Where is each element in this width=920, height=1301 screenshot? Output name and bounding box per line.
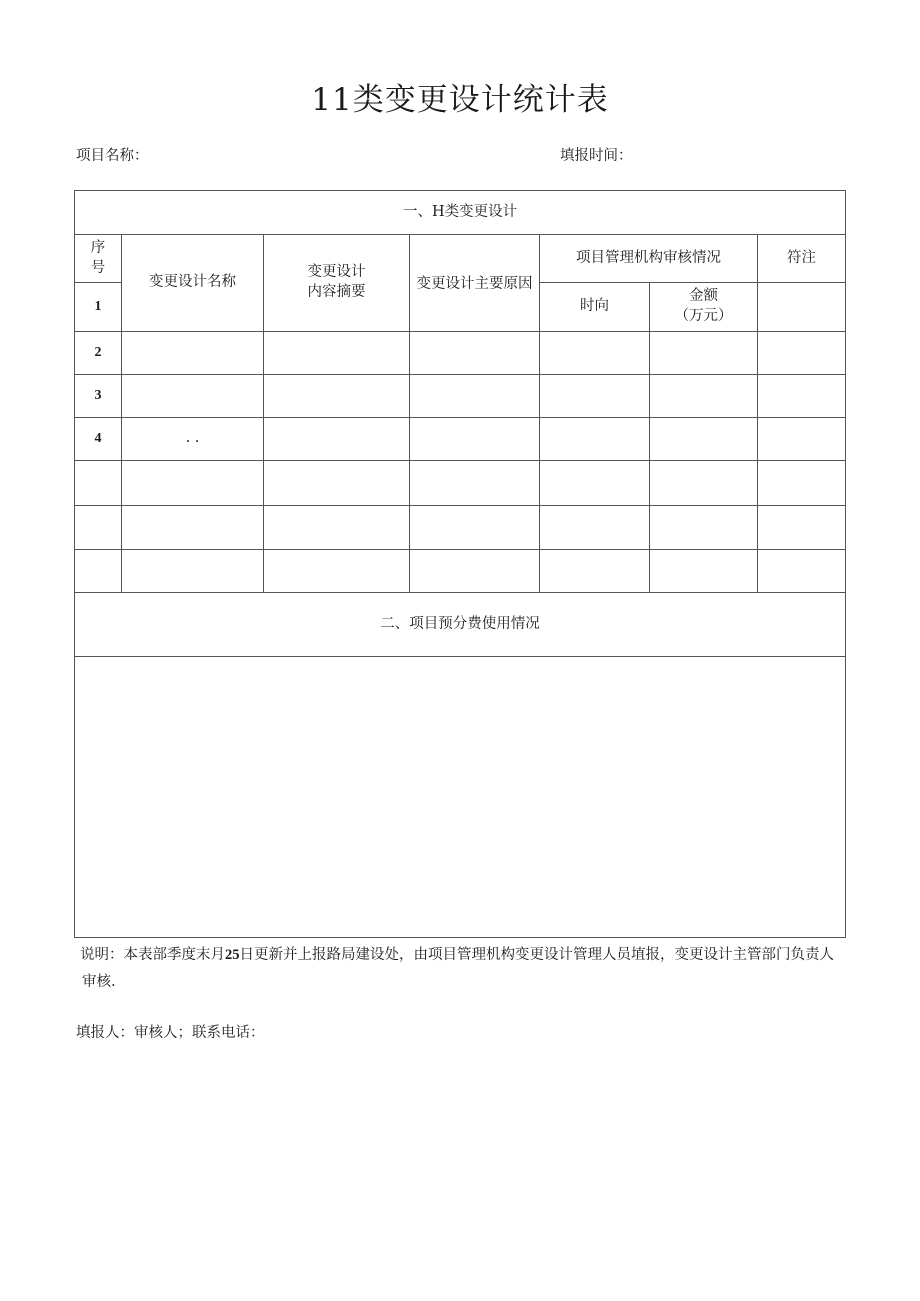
row-summary [264, 461, 410, 506]
document-title: 11类变更设计统计表 [311, 82, 609, 118]
row-time [540, 461, 650, 506]
row-reason [410, 418, 540, 461]
section2-title: 二、项目预分费使用情况 [75, 593, 846, 657]
row-name [122, 332, 264, 375]
row-reason [410, 550, 540, 593]
row-time [540, 506, 650, 550]
header-main-reason: 变更设计主要原因 [410, 235, 540, 332]
row-summary [264, 418, 410, 461]
row-reason [410, 461, 540, 506]
section1-title: 一、H类变更设计 [75, 191, 846, 235]
row-name [122, 550, 264, 593]
note-day: 25 [225, 947, 240, 963]
note-suffix: 日更新并上报路局建设处，由项目管理机构变更设计管理人员埴报，变更设计主管部门负责人审核. [82, 947, 834, 990]
row-remarks [758, 375, 846, 418]
row-seq: 4 [75, 418, 122, 461]
row-remarks [758, 506, 846, 550]
row-seq [75, 550, 122, 593]
table-row [75, 550, 846, 593]
row-time [540, 418, 650, 461]
row-amount [650, 506, 758, 550]
row-1-seq: 1 [75, 283, 122, 332]
header-remarks: 符注 [758, 235, 846, 283]
row-seq: 3 [75, 375, 122, 418]
header-amount-line1: 金额 [689, 288, 718, 305]
explanation-note [82, 942, 847, 996]
row-name [122, 375, 264, 418]
row-remarks [758, 418, 846, 461]
table-row [75, 332, 846, 375]
header-amount-line2: （万元） [674, 308, 733, 324]
row-amount [650, 461, 758, 506]
row-remarks [758, 332, 846, 375]
fill-time-label: 填报时间： [560, 148, 633, 164]
header-time: 时向 [540, 283, 650, 332]
row-reason [410, 506, 540, 550]
header-review-group: 项目管理机构审核情况 [540, 235, 758, 283]
header-amount [650, 283, 758, 332]
row-reason [410, 375, 540, 418]
row-time [540, 550, 650, 593]
row-summary [264, 375, 410, 418]
table-row [75, 418, 846, 461]
row-summary [264, 550, 410, 593]
change-design-table [74, 190, 846, 938]
row-1-remarks [758, 283, 846, 332]
note-prefix: 说明：本表部季度末月 [80, 947, 225, 963]
header-seq-line2: 号 [90, 259, 106, 276]
row-name [122, 461, 264, 506]
table-row [75, 461, 846, 506]
row-amount [650, 418, 758, 461]
row-seq [75, 506, 122, 550]
row-summary [264, 332, 410, 375]
row-amount [650, 332, 758, 375]
header-summary [264, 235, 410, 332]
header-seq-line1: 序 [90, 239, 106, 256]
row-reason [410, 332, 540, 375]
row-remarks [758, 550, 846, 593]
row-summary [264, 506, 410, 550]
row-name: . . [122, 418, 264, 461]
header-change-name: 变更设计名称 [122, 235, 264, 332]
row-time [540, 332, 650, 375]
table-row [75, 506, 846, 550]
header-summary-line1: 变更设计 [307, 264, 366, 281]
row-name [122, 506, 264, 550]
header-summary-line2: 内容摘要 [307, 284, 366, 300]
table-row [75, 375, 846, 418]
row-seq [75, 461, 122, 506]
signature-line: 填报人：审核人；联系电话： [76, 1025, 265, 1041]
project-name-label: 项目名称： [76, 148, 149, 164]
row-amount [650, 550, 758, 593]
section2-content-area [75, 657, 846, 938]
row-seq: 2 [75, 332, 122, 375]
row-time [540, 375, 650, 418]
row-remarks [758, 461, 846, 506]
row-amount [650, 375, 758, 418]
header-seq [75, 235, 122, 283]
